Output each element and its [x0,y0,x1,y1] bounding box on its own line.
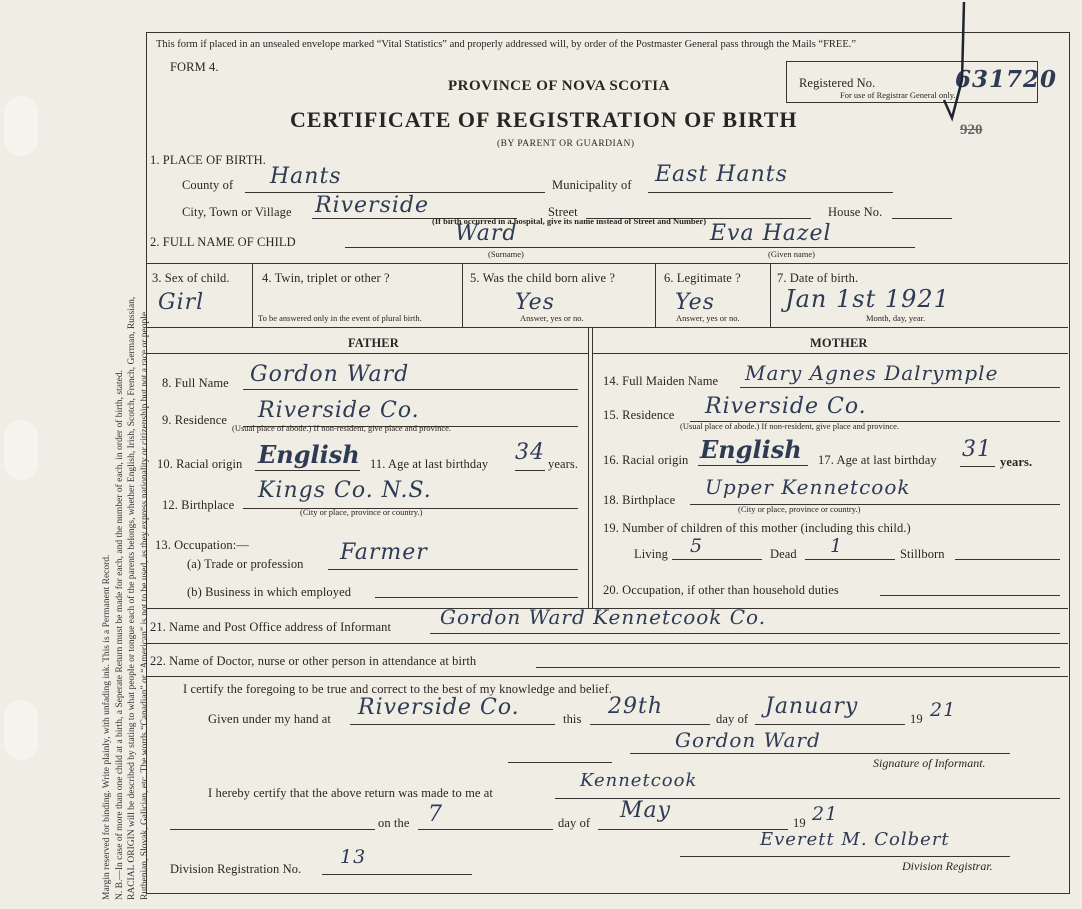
year-prefix: 19 [910,712,923,726]
legitimate-note: Answer, yes or no. [676,313,740,323]
division-line [322,874,472,875]
binding-hole-top [4,96,38,156]
father-racial-line [255,470,360,471]
registered-label: Registered No. [799,76,876,90]
dob-label: 7. Date of birth. [777,271,859,285]
given-caption: (Given name) [768,249,815,259]
registrar-signature: Everett M. Colbert [760,829,950,850]
margin-line: N. B.—In case of more than one child at a birth, a Seperate Return must be made for each, and the number of each, in order of birth, stated. [114,370,125,900]
registered-number: 631720 [955,66,1058,93]
mother-birthplace-note: (City or place, province or country.) [738,504,861,514]
divider-6-7 [770,263,771,327]
divider-5-6 [655,263,656,327]
informant-line [430,633,1060,634]
doctor-line [536,667,1060,668]
year-value: 21 [930,699,957,721]
municipality-label: Municipality of [552,178,632,192]
row-3-top [146,263,1068,264]
hospital-note: (If birth occurred in a hospital, give its name instead of Street and Number) [432,216,707,226]
mother-racial-value: English [700,435,802,464]
reg-day-line [418,829,553,830]
mother-residence-value: Riverside Co. [705,394,867,419]
row-3-bottom [146,327,1068,328]
certify-text: I certify the foregoing to be true and correct to the best of my knowledge and belief. [183,682,612,696]
registrar-text: I hereby certify that the above return was made to me at [208,786,493,800]
signature-caption: Signature of Informant. [873,756,986,770]
father-trade-value: Farmer [340,540,428,565]
division-value: 13 [340,846,367,868]
child-surname: Ward [455,221,518,246]
father-name-line [243,389,578,390]
sex-label: 3. Sex of child. [152,271,230,285]
binding-hole-middle [4,420,38,480]
twin-note: To be answered only in the event of plural birth. [258,313,422,323]
mother-age-line [960,466,995,467]
reg-year-value: 21 [812,803,839,825]
mother-birthplace-value: Upper Kennetcook [705,475,911,499]
month-value: January [765,694,859,719]
given-place-line [350,724,555,725]
alive-label: 5. Was the child born alive ? [470,271,616,285]
father-trade-label: (a) Trade or profession [187,557,304,571]
margin-instructions [101,297,151,900]
this-label: this [563,712,582,726]
reg-day-of-label: day of [558,816,591,830]
mother-heading: MOTHER [810,336,868,350]
surname-caption: (Surname) [488,249,524,259]
house-line [892,218,952,219]
legitimate-label: 6. Legitimate ? [664,271,741,285]
corner-number: 920 [960,122,983,138]
stillborn-line [955,559,1060,560]
reg-year-prefix: 19 [793,816,806,830]
row-21-bottom [146,643,1068,644]
mother-name-line [740,387,1060,388]
father-name-value: Gordon Ward [250,362,410,387]
divider-4-5 [462,263,463,327]
mother-residence-note: (Usual place of abode.) If non-resident, give place and province. [680,421,900,431]
father-birthplace-value: Kings Co. N.S. [258,478,432,503]
informant-label: 21. Name and Post Office address of Informant [150,620,392,634]
father-racial-label: 10. Racial origin [157,457,243,471]
living-label: Living [634,547,668,561]
county-label: County of [182,178,234,192]
place-of-birth-label: 1. PLACE OF BIRTH. [150,153,266,167]
informant-signature: Gordon Ward [675,728,821,752]
father-heading: FATHER [348,336,399,350]
divider-3-4 [252,263,253,327]
binding-hole-bottom [4,700,38,760]
father-heading-rule [146,353,588,354]
month-line [755,724,905,725]
informant-signature-line [630,753,1010,754]
on-the-prefix-line [170,829,375,830]
mother-age-label: 17. Age at last birthday [818,453,937,467]
father-business-line [375,597,578,598]
doctor-label: 22. Name of Doctor, nurse or other person in attendance at birth [150,654,477,668]
on-the-label: on the [378,816,410,830]
row-22-bottom [146,676,1068,677]
reg-day-value: 7 [428,802,443,827]
page-title: CERTIFICATE OF REGISTRATION OF BIRTH [290,107,798,132]
city-value: Riverside [315,193,429,218]
dob-value: Jan 1st 1921 [785,285,950,313]
city-label: City, Town or Village [182,205,292,219]
living-value: 5 [690,535,704,557]
mother-racial-label: 16. Racial origin [603,453,689,467]
father-trade-line [328,569,578,570]
father-birthplace-note: (City or place, province or country.) [300,507,423,517]
mother-occupation-line [880,595,1060,596]
dead-label: Dead [770,547,797,561]
father-racial-value: English [258,440,360,469]
father-business-label: (b) Business in which employed [187,585,352,599]
mother-residence-label: 15. Residence [603,408,675,422]
mother-heading-rule [592,353,1068,354]
sex-value: Girl [158,290,205,315]
mother-racial-line [698,465,808,466]
father-age-label: 11. Age at last birthday [370,457,489,471]
father-age-line [515,470,545,471]
father-birthplace-label: 12. Birthplace [162,498,235,512]
given-label: Given under my hand at [208,712,332,726]
father-age-value: 34 [515,440,545,465]
child-name-label: 2. FULL NAME OF CHILD [150,235,296,249]
parents-divider-a [588,327,589,608]
father-residence-note: (Usual place of abode.) If non-resident, give place and province. [232,423,452,433]
check-mark [936,0,976,130]
municipality-value: East Hants [655,162,788,187]
municipality-line [648,192,893,193]
registrar-place-value: Kennetcook [580,770,698,791]
parents-divider-b [592,327,593,608]
dob-note: Month, day, year. [866,313,926,323]
informant-value: Gordon Ward Kennetcook Co. [440,605,767,629]
page-subtitle: (BY PARENT OR GUARDIAN) [497,139,635,149]
margin-line: Margin reserved for binding. Write plainly, with unfading ink. This is a Permanent Record. [102,554,112,900]
mother-age-value: 31 [962,437,992,462]
father-residence-value: Riverside Co. [258,398,420,423]
mother-birthplace-label: 18. Birthplace [603,493,676,507]
short-rule [508,762,612,763]
province-heading: PROVINCE OF NOVA SCOTIA [448,78,670,94]
registrar-note: For use of Registrar General only. [840,90,956,100]
post-notice: This form if placed in an unsealed envelope marked “Vital Statistics” and properly addressed will, by order of the Postmaster General pass through the Mails “FREE.” [156,39,857,50]
twin-label: 4. Twin, triplet or other ? [262,271,390,285]
mother-name-value: Mary Agnes Dalrymple [745,361,999,385]
day-value: 29th [608,694,664,719]
father-age-unit: years. [548,457,579,471]
children-count-label: 19. Number of children of this mother (including this child.) [603,521,911,535]
margin-line: Ruthenian, Slovak, Galician, etc. The words “Canadian” or “American” is not to be used, as they express nationality or citizenship but not a race or people. [139,309,150,900]
legitimate-value: Yes [675,290,715,315]
alive-note: Answer, yes or no. [520,313,584,323]
dead-value: 1 [830,535,844,557]
street-label: Street [548,205,578,219]
child-name-line [345,247,915,248]
father-occupation-label: 13. Occupation:— [155,538,249,552]
alive-value: Yes [515,290,555,315]
dead-line [805,559,895,560]
house-label: House No. [828,205,883,219]
living-line [672,559,762,560]
stillborn-label: Stillborn [900,547,945,561]
child-given-name: Eva Hazel [710,221,832,246]
father-residence-label: 9. Residence [162,413,228,427]
county-value: Hants [270,164,342,189]
father-name-label: 8. Full Name [162,376,229,390]
division-label: Division Registration No. [170,862,302,876]
registrar-caption: Division Registrar. [902,859,993,873]
mother-name-label: 14. Full Maiden Name [603,374,719,388]
margin-line: RACIAL ORIGIN will be described by stating to what people or tongue each of the parents belongs, whether English, Irish, Scotch, French, German, Russian, [127,296,137,900]
given-place-value: Riverside Co. [358,695,520,720]
day-line [590,724,710,725]
mother-occupation-label: 20. Occupation, if other than household duties [603,583,839,597]
mother-age-unit: years. [1000,455,1033,469]
reg-month-value: May [620,798,672,823]
day-of-label: day of [716,712,749,726]
form-number: FORM 4. [170,60,219,74]
registrar-signature-line [680,856,1010,857]
